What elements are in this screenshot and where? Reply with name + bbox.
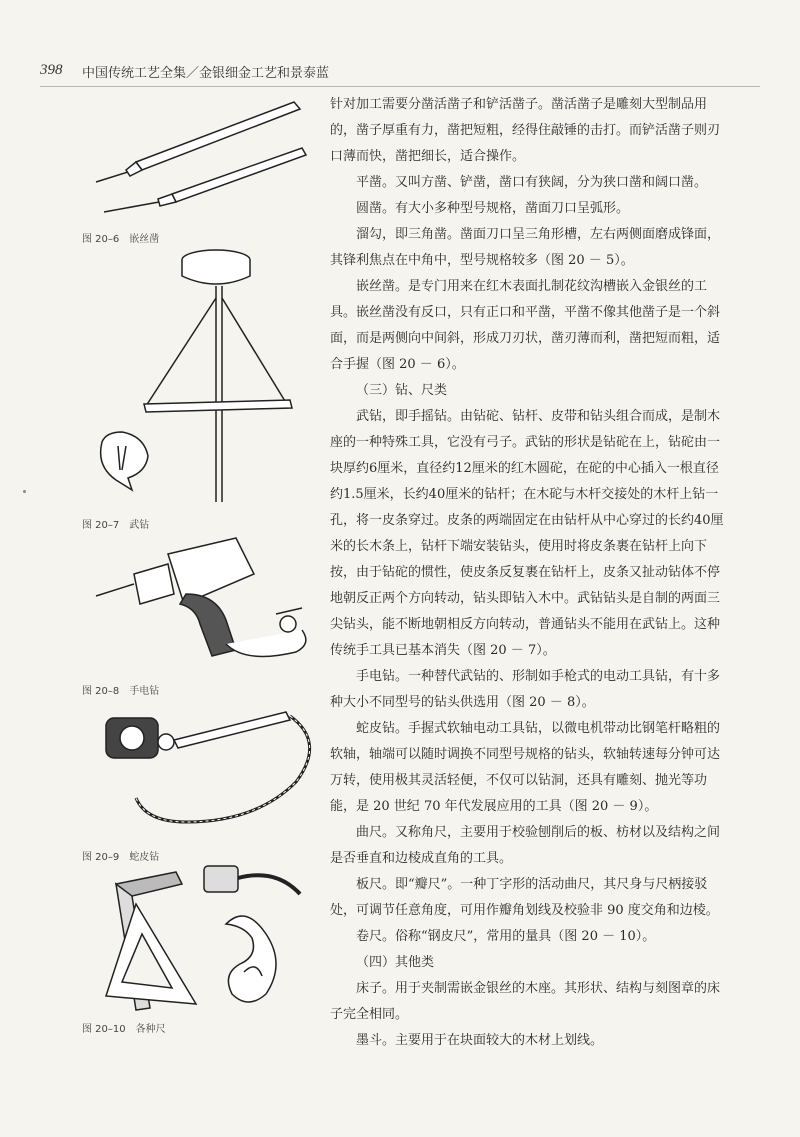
paragraph: 板尺。即“瓣尺”。一种丁字形的活动曲尺，其尺身与尺柄接驳处，可调节任意角度，可用作瓣角划线及校验非 90 度交角和边棱。 — [330, 877, 719, 918]
figure-caption: 图 20–8 手电钻 — [82, 686, 160, 697]
figure-caption: 图 20–7 武钻 — [82, 520, 150, 531]
page-number: 398 — [40, 62, 63, 78]
figure-caption: 图 20–6 嵌丝凿 — [82, 234, 160, 245]
rulers-illustration — [76, 864, 316, 1014]
paragraph: 溜勾，即三角凿。凿面刀口呈三角形槽，左右两侧面磨成锋面，其锋利焦点在中角中，型号规格较多（图 20 － 5）。 — [330, 227, 721, 268]
figure-caption: 图 20–9 蛇皮钻 — [82, 852, 160, 863]
figure-electric-drill — [76, 534, 316, 674]
figure-rulers — [76, 864, 316, 1014]
paragraph: 墨斗。主要用于在块面较大的木材上划线。 — [356, 1033, 604, 1048]
figure-flex-shaft-drill — [76, 702, 316, 836]
figure-bow-drill — [76, 246, 316, 514]
paragraph: 武钻，即手摇钻。由钻砣、钻杆、皮带和钻头组合而成，是制木座的一种特殊工具，它没有弓子。武钻的形状是钻砣在上，钻砣由一块厚约6厘米，直径约12厘米的红木圆砣，在砣的中心插入一根直径约1.5厘米，长约40厘米的钻杆；在木砣与木杆交接处的木杆上钻一孔，将一皮条穿过。皮条的两端固定在由钻杆从中心穿过的长约40厘米的长木条上，钻杆下端安装钻头，使用时将皮条裹在钻杆上向下按，由于钻砣的惯性，使皮条反复裹在钻杆上，皮条又扯动钻体不停地朝反正两个方向转动，钻头即钻入木中。武钻钻头是自制的两面三尖钻头，能不断地朝相反方向转动，普通钻头不能用在武钻上。这种传统手工具已基本消失（图 20 － 7）。 — [330, 409, 724, 658]
paragraph: 卷尺。俗称“钢皮尺”，常用的量具（图 20 － 10）。 — [356, 929, 656, 944]
section-heading: （三）钻、尺类 — [356, 383, 448, 398]
figure-inlay-chisel — [76, 96, 316, 216]
paragraph: 针对加工需要分凿活凿子和铲活凿子。凿活凿子是雕刻大型制品用的，凿子厚重有力，凿把短粗，经得住敲锤的击打。而铲活凿子则刃口薄而快，凿把细长，适合操作。 — [330, 97, 721, 164]
paragraph: 曲尺。又称角尺，主要用于校验刨削后的板、枋材以及结构之间是否垂直和边棱成直角的工具。 — [330, 825, 721, 866]
page-header — [40, 62, 760, 88]
bow-drill-illustration — [76, 246, 316, 514]
paragraph: 床子。用于夹制需嵌金银丝的木座。其形状、结构与刻图章的床子完全相同。 — [330, 981, 721, 1022]
paragraph: 蛇皮钻。手握式软轴电动工具钻，以微电机带动比钢笔杆略粗的软轴，轴端可以随时调换不同型号规格的钻头，软轴转速每分钟可达万转，使用极其灵活轻便，不仅可以钻洞，还具有雕刻、抛光等功能，是 20 世纪 70 年代发展应用的工具（图 20 － 9）。 — [330, 721, 721, 814]
electric-drill-illustration — [76, 534, 316, 674]
figure-caption: 图 20–10 各种尺 — [82, 1024, 166, 1035]
running-title: 中国传统工艺全集／金银细金工艺和景泰蓝 — [82, 66, 330, 81]
inlay-chisel-illustration — [76, 96, 316, 216]
flex-shaft-drill-illustration — [76, 702, 316, 836]
paragraph: 圆凿。有大小多种型号规格，凿面刀口呈弧形。 — [356, 201, 630, 216]
header-rule — [40, 86, 760, 87]
paragraph: 嵌丝凿。是专门用来在红木表面扎制花纹沟槽嵌入金银丝的工具。嵌丝凿没有反口，只有正口和平凿，平凿不像其他凿子是一个斜面，而是两侧向中间斜，形成刀刃状，凿刃薄而利，凿把短而粗，适合手握（图 20 － 6）。 — [330, 279, 721, 372]
body-text-column — [330, 92, 730, 1054]
paragraph: 平凿。又叫方凿、铲凿，凿口有狭阔，分为狭口凿和阔口凿。 — [356, 175, 708, 190]
paragraph: 手电钻。一种替代武钻的、形制如手枪式的电动工具钻，有十多种大小不同型号的钻头供选用（图 20 － 8）。 — [330, 669, 721, 710]
scan-speck — [23, 490, 26, 493]
section-heading: （四）其他类 — [356, 955, 435, 970]
